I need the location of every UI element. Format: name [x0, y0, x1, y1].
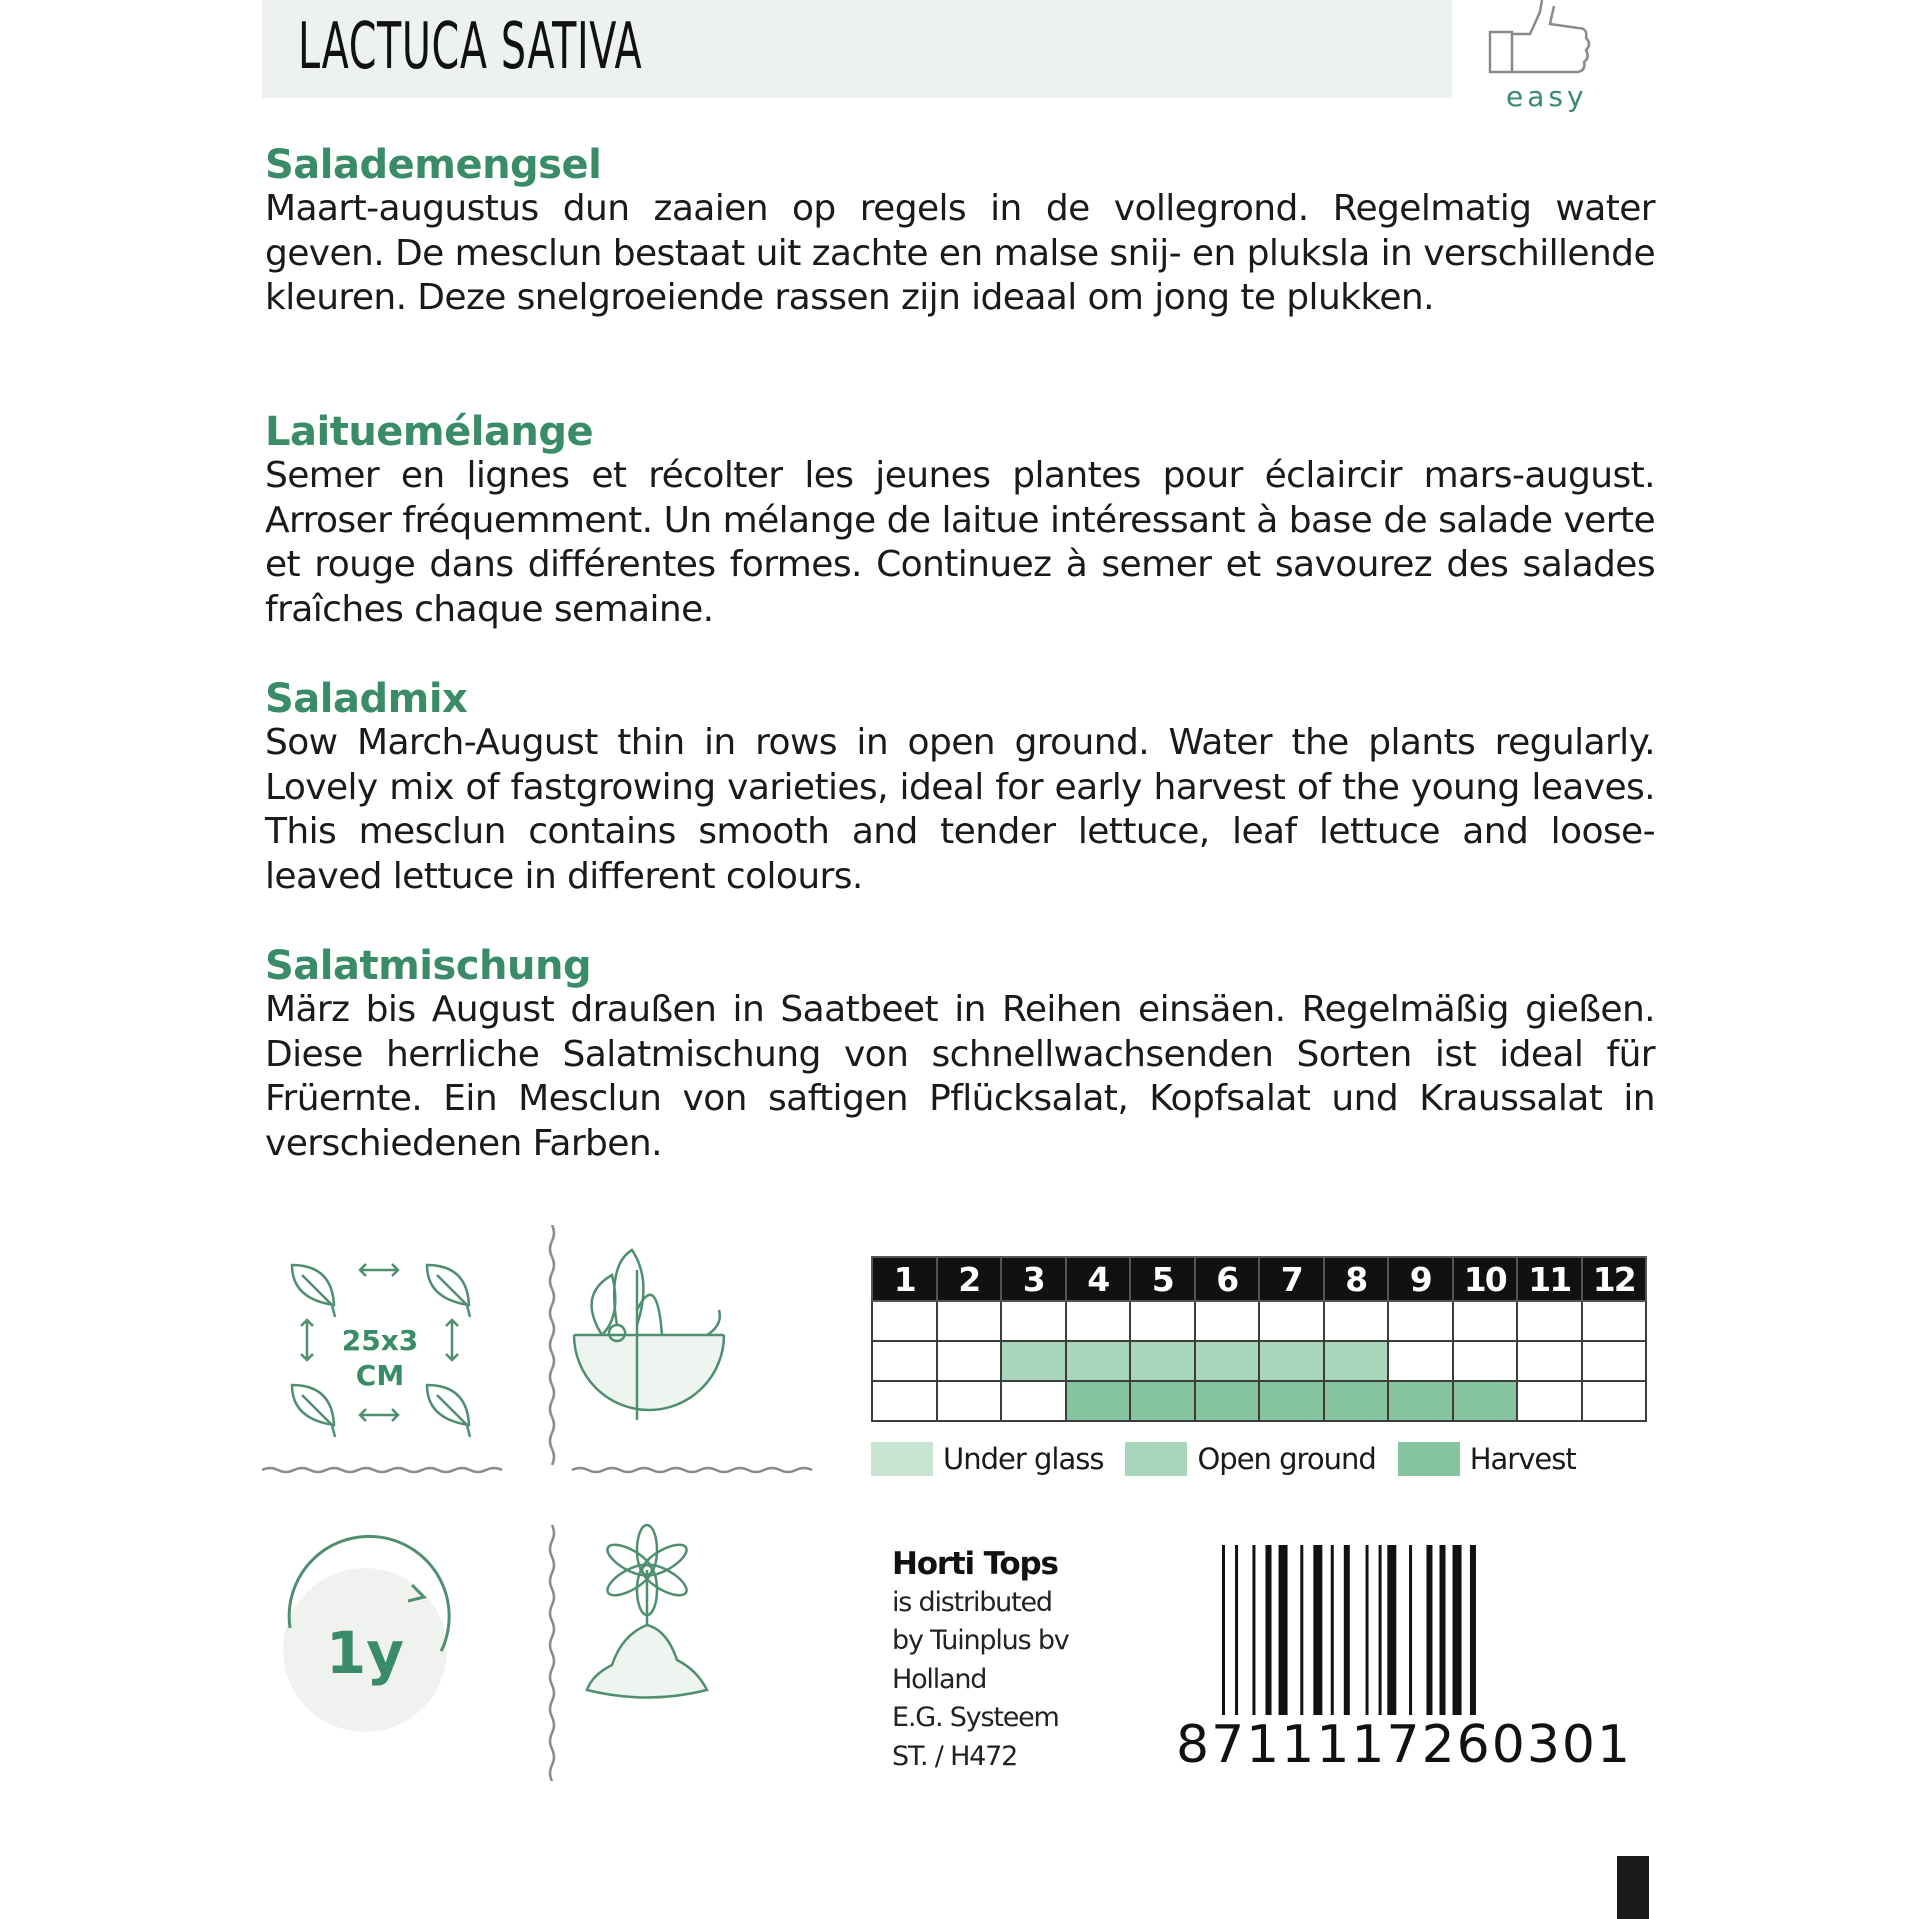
- sowing-calendar: [871, 1256, 1647, 1422]
- calendar-cell: [1001, 1301, 1066, 1341]
- month-header: 1: [872, 1257, 937, 1301]
- month-header: 3: [1001, 1257, 1066, 1301]
- calendar-legend: [871, 1442, 1598, 1476]
- wavy-divider-horizontal: [572, 1468, 812, 1472]
- wavy-divider-vertical: [550, 1225, 554, 1465]
- calendar-cell: [1517, 1341, 1582, 1381]
- section-text: Sow March-August thin in rows in open ground. Water the plants regularly. Lovely mix of fastgrowing varieties, ideal for early harvest of the young leaves. This mesclun contains smooth and tender lettuce, leaf lettuce and loose-leaved lettuce in different colours.: [265, 722, 1655, 897]
- calendar-cell: [1130, 1381, 1195, 1421]
- calendar-cell: [1582, 1381, 1647, 1421]
- barcode-number: 8711117260301: [1172, 1715, 1636, 1775]
- calendar-cell: [1517, 1381, 1582, 1421]
- calendar-cell: [1453, 1341, 1518, 1381]
- calendar-cell: [1001, 1341, 1066, 1381]
- month-header: 10: [1453, 1257, 1518, 1301]
- calendar-cell: [1066, 1341, 1131, 1381]
- icon-grid: [262, 1225, 837, 1800]
- calendar-cell: [872, 1381, 937, 1421]
- calendar-cell: [1517, 1301, 1582, 1341]
- calendar-cell: [1195, 1301, 1260, 1341]
- calendar-cell: [1324, 1301, 1389, 1341]
- section-text: Semer en lignes et récolter les jeunes plantes pour éclaircir mars-august. Arroser fréquemment. Un mélange de laitue intéressant à base de salade verte et rouge dans différentes formes. Continuez à semer et savourez des salades fraîches chaque semaine.: [265, 455, 1655, 630]
- flower-in-soil-icon: [587, 1525, 707, 1698]
- calendar-cell: [1388, 1381, 1453, 1421]
- row-open-ground: [872, 1341, 1646, 1381]
- section-text: März bis August draußen in Saatbeet in Reihen einsäen. Regelmäßig gießen. Diese herrliche Salatmischung von schnellwachsenden Sorten ist ideal für Früernte. Ein Mesclun von saftigen Pflücksalat, Kopfsalat und Kraussalat in verschiedenen Farben.: [265, 989, 1655, 1164]
- annual-cycle-icon: [281, 1514, 472, 1732]
- month-header: 11: [1517, 1257, 1582, 1301]
- print-mark: [1617, 1856, 1649, 1919]
- section-nl: [265, 143, 1655, 321]
- month-header: 6: [1195, 1257, 1260, 1301]
- section-text: Maart-augustus dun zaaien op regels in de vollegrond. Regelmatig water geven. De mesclun bestaat uit zachte en malse snij- en pluksla in verschillende kleuren. Deze snelgroeiende rassen zijn ideaal om jong te plukken.: [265, 188, 1655, 318]
- calendar-cell: [1582, 1301, 1647, 1341]
- calendar-cell: [1259, 1341, 1324, 1381]
- calendar-cell: [1195, 1381, 1260, 1421]
- calendar-cell: [1195, 1341, 1260, 1381]
- section-title: Laituemélange: [265, 409, 594, 455]
- calendar-cell: [872, 1341, 937, 1381]
- distributor-info: [892, 1545, 1069, 1776]
- calendar-cell: [1453, 1381, 1518, 1421]
- calendar-cell: [872, 1301, 937, 1341]
- calendar-cell: [937, 1381, 1002, 1421]
- calendar-cell: [1066, 1301, 1131, 1341]
- calendar-cell: [1324, 1381, 1389, 1421]
- month-header: 8: [1324, 1257, 1389, 1301]
- section-de: [265, 944, 1655, 1166]
- legend-swatch-open-ground: [1125, 1442, 1187, 1476]
- calendar-cell: [937, 1341, 1002, 1381]
- salad-bowl-icon: [574, 1250, 724, 1420]
- calendar-cell: [1388, 1301, 1453, 1341]
- lifecycle-label: 1y: [325, 1619, 405, 1687]
- difficulty-label: easy: [1506, 80, 1588, 113]
- month-header: 2: [937, 1257, 1002, 1301]
- legend-label: Open ground: [1197, 1442, 1376, 1476]
- legend-swatch-under-glass: [871, 1442, 933, 1476]
- section-title: Salademengsel: [265, 142, 602, 188]
- brand-name: Horti Tops: [892, 1546, 1058, 1582]
- section-fr: [265, 410, 1655, 632]
- calendar-cell: [1582, 1341, 1647, 1381]
- calendar-cell: [1001, 1381, 1066, 1421]
- calendar-cell: [1259, 1381, 1324, 1421]
- month-header: 7: [1259, 1257, 1324, 1301]
- legend-label: Under glass: [943, 1442, 1104, 1476]
- month-header-row: [872, 1257, 1646, 1301]
- row-under-glass: [872, 1301, 1646, 1341]
- wavy-divider-vertical: [550, 1525, 554, 1781]
- distributor-line: is distributed: [892, 1586, 1052, 1618]
- distributor-line: ST. / H472: [892, 1740, 1018, 1772]
- distributor-line: Holland: [892, 1663, 987, 1695]
- calendar-cell: [1453, 1301, 1518, 1341]
- spacing-unit: CM: [355, 1359, 405, 1392]
- latin-name: LACTUCA SATIVA: [298, 10, 643, 84]
- section-en: [265, 677, 1655, 899]
- distributor-line: E.G. Systeem: [892, 1702, 1059, 1733]
- calendar-cell: [1259, 1301, 1324, 1341]
- legend-swatch-harvest: [1398, 1442, 1460, 1476]
- row-harvest: [872, 1381, 1646, 1421]
- month-header: 4: [1066, 1257, 1131, 1301]
- calendar-cell: [937, 1301, 1002, 1341]
- month-header: 9: [1388, 1257, 1453, 1301]
- calendar-cell: [1130, 1341, 1195, 1381]
- calendar-cell: [1066, 1381, 1131, 1421]
- spacing-value: 25x3: [341, 1324, 419, 1357]
- month-header: 5: [1130, 1257, 1195, 1301]
- legend-label: Harvest: [1469, 1442, 1576, 1476]
- calendar-cell: [1388, 1341, 1453, 1381]
- section-title: Saladmix: [265, 676, 468, 722]
- month-header: 12: [1582, 1257, 1647, 1301]
- distributor-line: by Tuinplus bv: [892, 1625, 1069, 1656]
- section-title: Salatmischung: [265, 943, 592, 989]
- calendar-cell: [1324, 1341, 1389, 1381]
- wavy-divider-horizontal: [262, 1468, 502, 1472]
- calendar-cell: [1130, 1301, 1195, 1341]
